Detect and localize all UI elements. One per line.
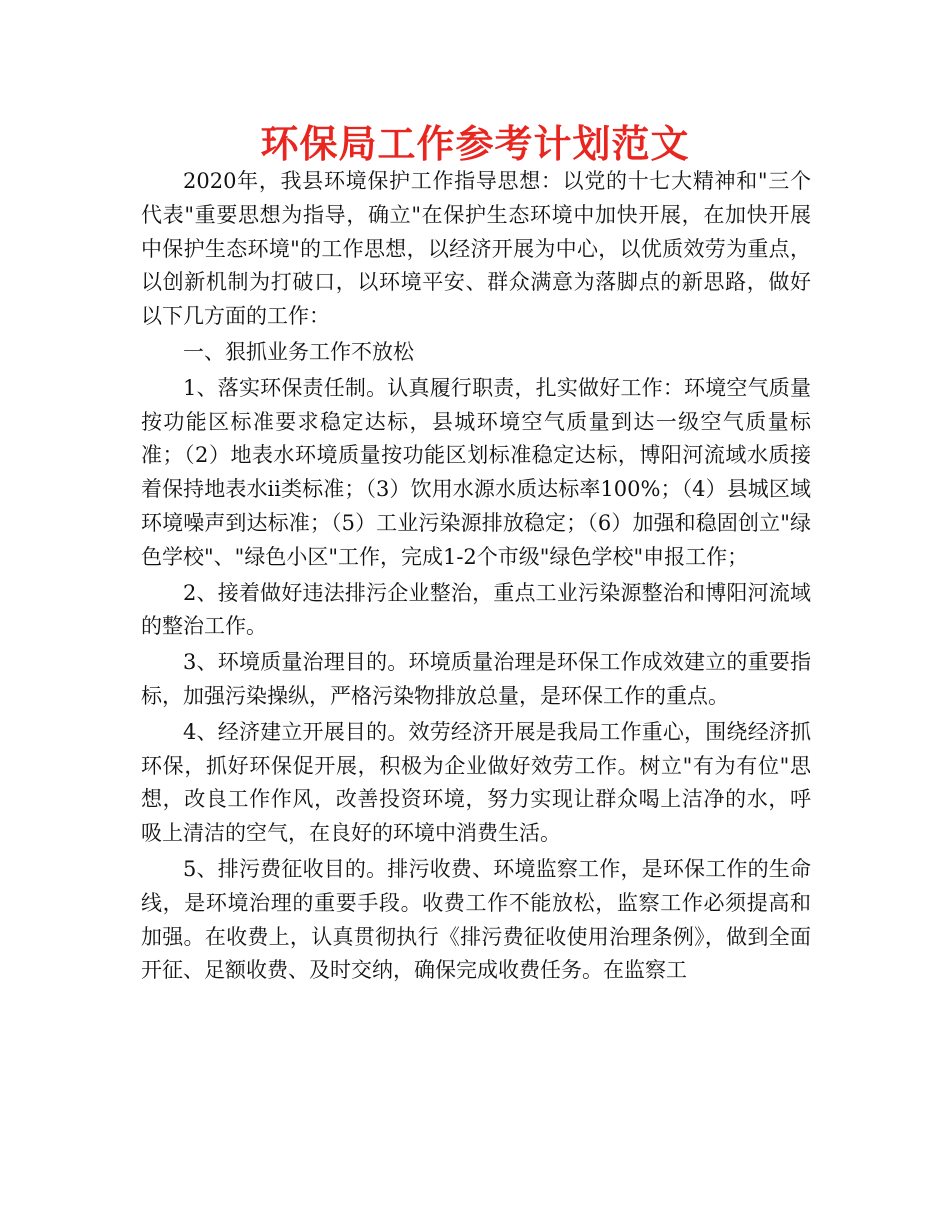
paragraph-item-1: 1、落实环保责任制。认真履行职责，扎实做好工作：环境空气质量按功能区标准要求稳定达标，县城环境空气质量到达一级空气质量标准；（2）地表水环境质量按功能区划标准稳定达标，博阳河流域水质接着保持地表水ii类标准；（3）饮用水源水质达标率100%；（4）县城区域环境噪声到达标准；（5）工业污染源排放稳定；（6）加强和稳固创立"绿色学校"、"绿色小区"工作，完成1-2个市级"绿色学校"申报工作； (141, 375, 811, 569)
paragraph-item-5: 5、排污费征收目的。排污收费、环境监察工作，是环保工作的生命线，是环境治理的重要手段。收费工作不能放松，监察工作必须提高和加强。在收费上，认真贯彻执行《排污费征收使用治理条例》，做到全面开征、足额收费、及时交纳，确保完成收费任务。在监察工 (141, 856, 811, 983)
paragraph-item-2: 2、接着做好违法排污企业整治，重点工业污染源整治和博阳河流域的整治工作。 (141, 580, 811, 639)
section-heading: 一、狠抓业务工作不放松 (183, 339, 414, 364)
document-title: 环保局工作参考计划范文 (260, 122, 690, 166)
paragraph-intro: 2020年，我县环境保护工作指导思想：以党的十七大精神和"三个代表"重要思想为指导，确立"在保护生态环境中加快开展，在加快开展中保护生态环境"的工作思想，以经济开展为中心，以优质效劳为重点，以创新机制为打破口，以环境平安、群众满意为落脚点的新思路，做好以下几方面的工作： (141, 169, 811, 329)
paragraph-item-3: 3、环境质量治理目的。环境质量治理是环保工作成效建立的重要指标，加强污染操纵，严格污染物排放总量，是环保工作的重点。 (141, 650, 811, 708)
paragraph-item-4: 4、经济建立开展目的。效劳经济开展是我局工作重心，围绕经济抓环保，抓好环保促开展，积极为企业做好效劳工作。树立"有为有位"思想，改良工作作风，改善投资环境，努力实现让群众喝上洁净的水，呼吸上清洁的空气，在良好的环境中消费生活。 (141, 719, 811, 846)
document-body (141, 165, 811, 990)
